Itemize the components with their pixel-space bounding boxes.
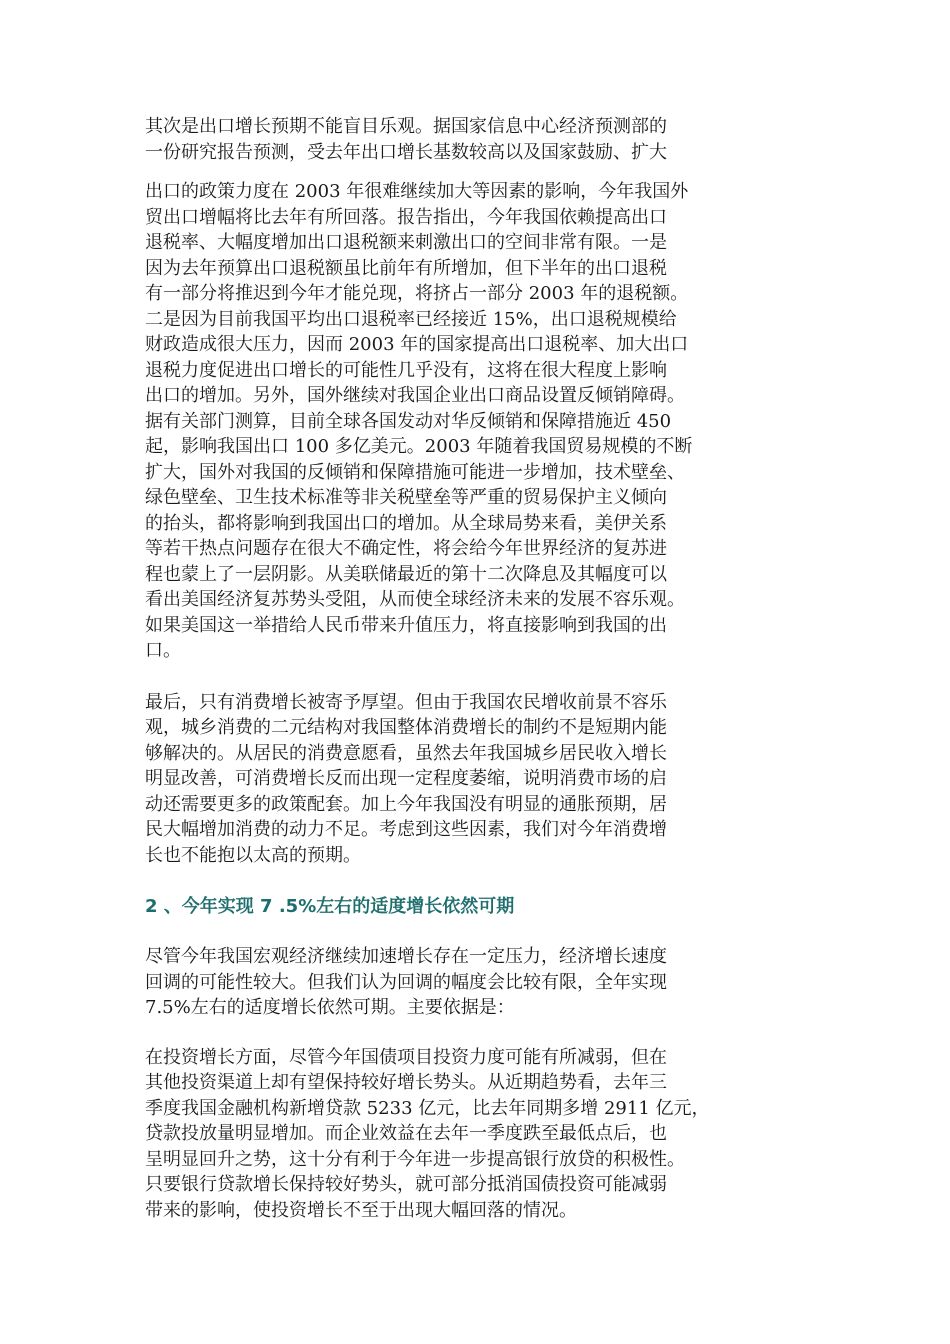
text-line: 程也蒙上了一层阴影。从美联储最近的第十二次降息及其幅度可以	[145, 563, 667, 585]
text-line: 退税率、大幅度增加出口退税额来刺激出口的空间非常有限。一是	[145, 232, 667, 253]
text-line: 出口的增加。另外，国外继续对我国企业出口商品设置反倾销障碍。	[145, 385, 685, 406]
section-heading: 2 、今年实现 7 .5%左右的适度增长依然可期	[145, 896, 515, 917]
text-line: 看出美国经济复苏势头受阻，从而使全球经济未来的发展不容乐观。	[145, 589, 685, 610]
text-line: 口。	[145, 640, 181, 661]
text-line: 尽管今年我国宏观经济继续加速增长存在一定压力，经济增长速度	[145, 946, 667, 967]
text-line: 财政造成很大压力，因而 2003 年的国家提高出口退税率、加大出口	[145, 334, 689, 355]
text-line: 出口的政策力度在 2003 年很难继续加大等因素的影响，今年我国外	[145, 181, 689, 202]
text-line: 够解决的。从居民的消费意愿看，虽然去年我国城乡居民收入增长	[145, 742, 667, 764]
text-line: 贷款投放量明显增加。而企业效益在去年一季度跌至最低点后，也	[145, 1123, 667, 1144]
text-line: 回调的可能性较大。但我们认为回调的幅度会比较有限，全年实现	[145, 971, 667, 993]
text-line: 二是因为目前我国平均出口退税率已经接近 15%，出口退税规模给	[145, 308, 677, 330]
text-line: 等若干热点问题存在很大不确定性，将会给今年世界经济的复苏进	[145, 538, 667, 559]
text-line: 如果美国这一举措给人民币带来升值压力，将直接影响到我国的出	[145, 614, 667, 636]
text-line: 在投资增长方面，尽管今年国债项目投资力度可能有所减弱，但在	[145, 1046, 667, 1068]
paragraph-growth-expectation	[145, 944, 805, 1021]
text-line: 民大幅增加消费的动力不足。考虑到这些因素，我们对今年消费增	[145, 819, 667, 840]
text-line: 长也不能抱以太高的预期。	[145, 844, 361, 866]
text-line: 的抬头，都将影响到我国出口的增加。从全球局势来看，美伊关系	[145, 512, 667, 534]
document-page	[145, 114, 805, 1223]
text-line: 因为去年预算出口退税额虽比前年有所增加，但下半年的出口退税	[145, 257, 667, 279]
text-line: 呈明显回升之势，这十分有利于今年进一步提高银行放贷的积极性。	[145, 1148, 685, 1170]
text-line: 动还需要更多的政策配套。加上今年我国没有明显的通胀预期，居	[145, 793, 667, 815]
text-line: 其他投资渠道上却有望保持较好增长势头。从近期趋势看，去年三	[145, 1072, 667, 1093]
paragraph-export-policy	[145, 179, 805, 664]
text-line: 据有关部门测算，目前全球各国发动对华反倾销和保障措施近 450	[145, 410, 672, 432]
text-line: 一份研究报告预测，受去年出口增长基数较高以及国家鼓励、扩大	[145, 141, 667, 163]
text-line: 退税力度促进出口增长的可能性几乎没有，这将在很大程度上影响	[145, 359, 667, 381]
paragraph-investment	[145, 1045, 805, 1224]
text-line: 带来的影响，使投资增长不至于出现大幅回落的情况。	[145, 1199, 577, 1221]
paragraph-export-outlook	[145, 114, 805, 165]
text-line: 观，城乡消费的二元结构对我国整体消费增长的制约不是短期内能	[145, 717, 667, 738]
text-line: 只要银行贷款增长保持较好势头，就可部分抵消国债投资可能减弱	[145, 1174, 667, 1195]
text-line: 绿色壁垒、卫生技术标准等非关税壁垒等严重的贸易保护主义倾向	[145, 487, 667, 508]
text-line: 7.5%左右的适度增长依然可期。主要依据是：	[145, 997, 515, 1018]
text-line: 明显改善，可消费增长反而出现一定程度萎缩，说明消费市场的启	[145, 768, 667, 789]
text-line: 扩大，国外对我国的反倾销和保障措施可能进一步增加，技术壁垒、	[145, 461, 685, 483]
text-line: 贸出口增幅将比去年有所回落。报告指出，今年我国依赖提高出口	[145, 206, 667, 228]
text-line: 有一部分将推迟到今年才能兑现，将挤占一部分 2003 年的退税额。	[145, 283, 689, 304]
paragraph-consumption	[145, 690, 805, 869]
text-line: 季度我国金融机构新增贷款 5233 亿元，比去年同期多增 2911 亿元，	[145, 1097, 710, 1119]
text-line: 起，影响我国出口 100 多亿美元。2003 年随着我国贸易规模的不断	[145, 436, 693, 457]
text-line: 最后，只有消费增长被寄予厚望。但由于我国农民增收前景不容乐	[145, 691, 667, 713]
text-line: 其次是出口增长预期不能盲目乐观。据国家信息中心经济预测部的	[145, 116, 667, 137]
